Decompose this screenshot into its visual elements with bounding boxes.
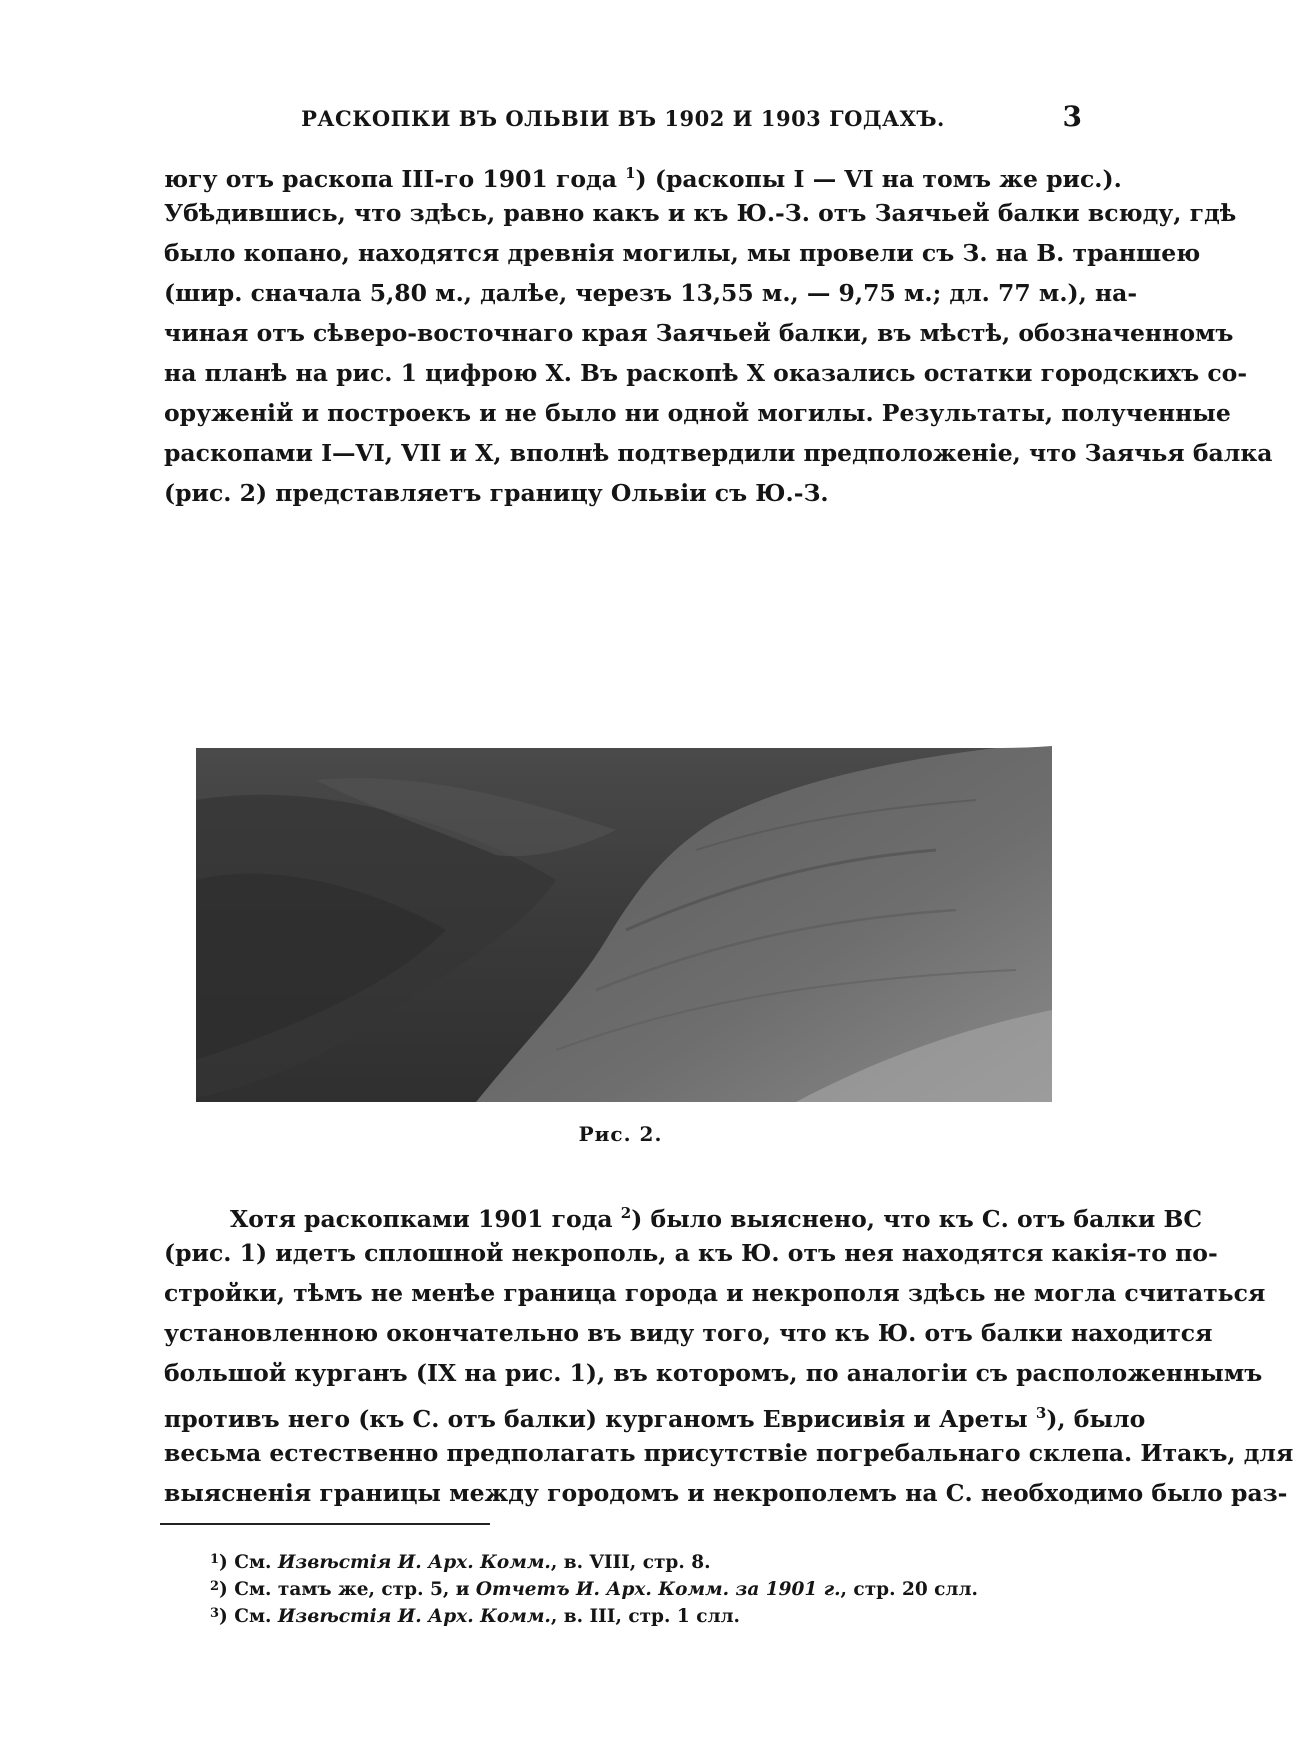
footnote: $^2$) См. тамъ же, стр. 5, и Отчетъ И. Арх. Комм. за 1901 г., стр. 20 слл. bbox=[210, 1579, 978, 1600]
footnote-divider bbox=[160, 1523, 490, 1525]
text-line: выясненія границы между городомъ и некрополемъ на С. необходимо было раз- bbox=[164, 1479, 1288, 1507]
footnote-ref: 2 bbox=[620, 1204, 632, 1222]
footnote: $^3$) См. Извѣстія И. Арх. Комм., в. III, стр. 1 слл. bbox=[210, 1606, 740, 1627]
ravine-photograph bbox=[196, 740, 1052, 1102]
page-number: 3 bbox=[1062, 100, 1082, 133]
text-line: весьма естественно предполагать присутствіе погребальнаго склепа. Итакъ, для bbox=[164, 1439, 1293, 1467]
text-line: большой курганъ (IX на рис. 1), въ которомъ, по аналогіи съ расположеннымъ bbox=[164, 1359, 1263, 1387]
running-head bbox=[164, 100, 1082, 140]
running-title: РАСКОПКИ ВЪ ОЛЬВІИ ВЪ 1902 И 1903 ГОДАХЪ. bbox=[301, 106, 945, 131]
text-line: югу отъ раскопа III-го 1901 года $^1$) (раскопы I — VI на томъ же рис.). bbox=[164, 164, 1122, 193]
text-line: (шир. сначала 5,80 м., далѣе, черезъ 13,55 м., — 9,75 м.; дл. 77 м.), на- bbox=[164, 279, 1138, 307]
text-line: (рис. 2) представляетъ границу Ольвіи съ Ю.-З. bbox=[164, 479, 829, 507]
text-line: Убѣдившись, что здѣсь, равно какъ и къ Ю.-З. отъ Заячьей балки всюду, гдѣ bbox=[164, 199, 1237, 227]
footnote-ref: 1 bbox=[625, 164, 636, 182]
text-line: (рис. 1) идетъ сплошной некрополь, а къ Ю. отъ нея находятся какія-то по- bbox=[164, 1239, 1218, 1267]
paragraph-2 bbox=[164, 1193, 1293, 1513]
text-line: было копано, находятся древнія могилы, мы провели съ З. на В. траншею bbox=[164, 239, 1201, 267]
figure-caption: Рис. 2. bbox=[578, 1122, 663, 1146]
text-line: чиная отъ сѣверо-восточнаго края Заячьей балки, въ мѣстѣ, обозначенномъ bbox=[164, 319, 1234, 347]
paragraph-1 bbox=[164, 153, 1273, 513]
text-line: установленною окончательно въ виду того, что къ Ю. отъ балки находится bbox=[164, 1319, 1213, 1347]
text-line: на планѣ на рис. 1 цифрою X. Въ раскопѣ X оказались остатки городскихъ со- bbox=[164, 359, 1248, 387]
text-line: противъ него (къ С. отъ балки) курганомъ Еврисивія и Ареты $^3$), было bbox=[164, 1404, 1146, 1433]
footnote: $^1$) См. Извѣстія И. Арх. Комм., в. VIII, стр. 8. bbox=[210, 1552, 711, 1573]
text-line: стройки, тѣмъ не менѣе граница города и некрополя здѣсь не могла считаться bbox=[164, 1279, 1266, 1307]
text-line: оруженій и построекъ и не было ни одной могилы. Результаты, полученные bbox=[164, 399, 1231, 427]
text-line: Хотя раскопками 1901 года $^2$) было выяснено, что къ С. отъ балки ВС bbox=[230, 1204, 1203, 1233]
footnotes bbox=[210, 1546, 1090, 1627]
footnote-ref: 3 bbox=[1035, 1404, 1047, 1422]
text-line: раскопами I—VI, VII и X, вполнѣ подтвердили предположеніе, что Заячья балка bbox=[164, 439, 1273, 467]
